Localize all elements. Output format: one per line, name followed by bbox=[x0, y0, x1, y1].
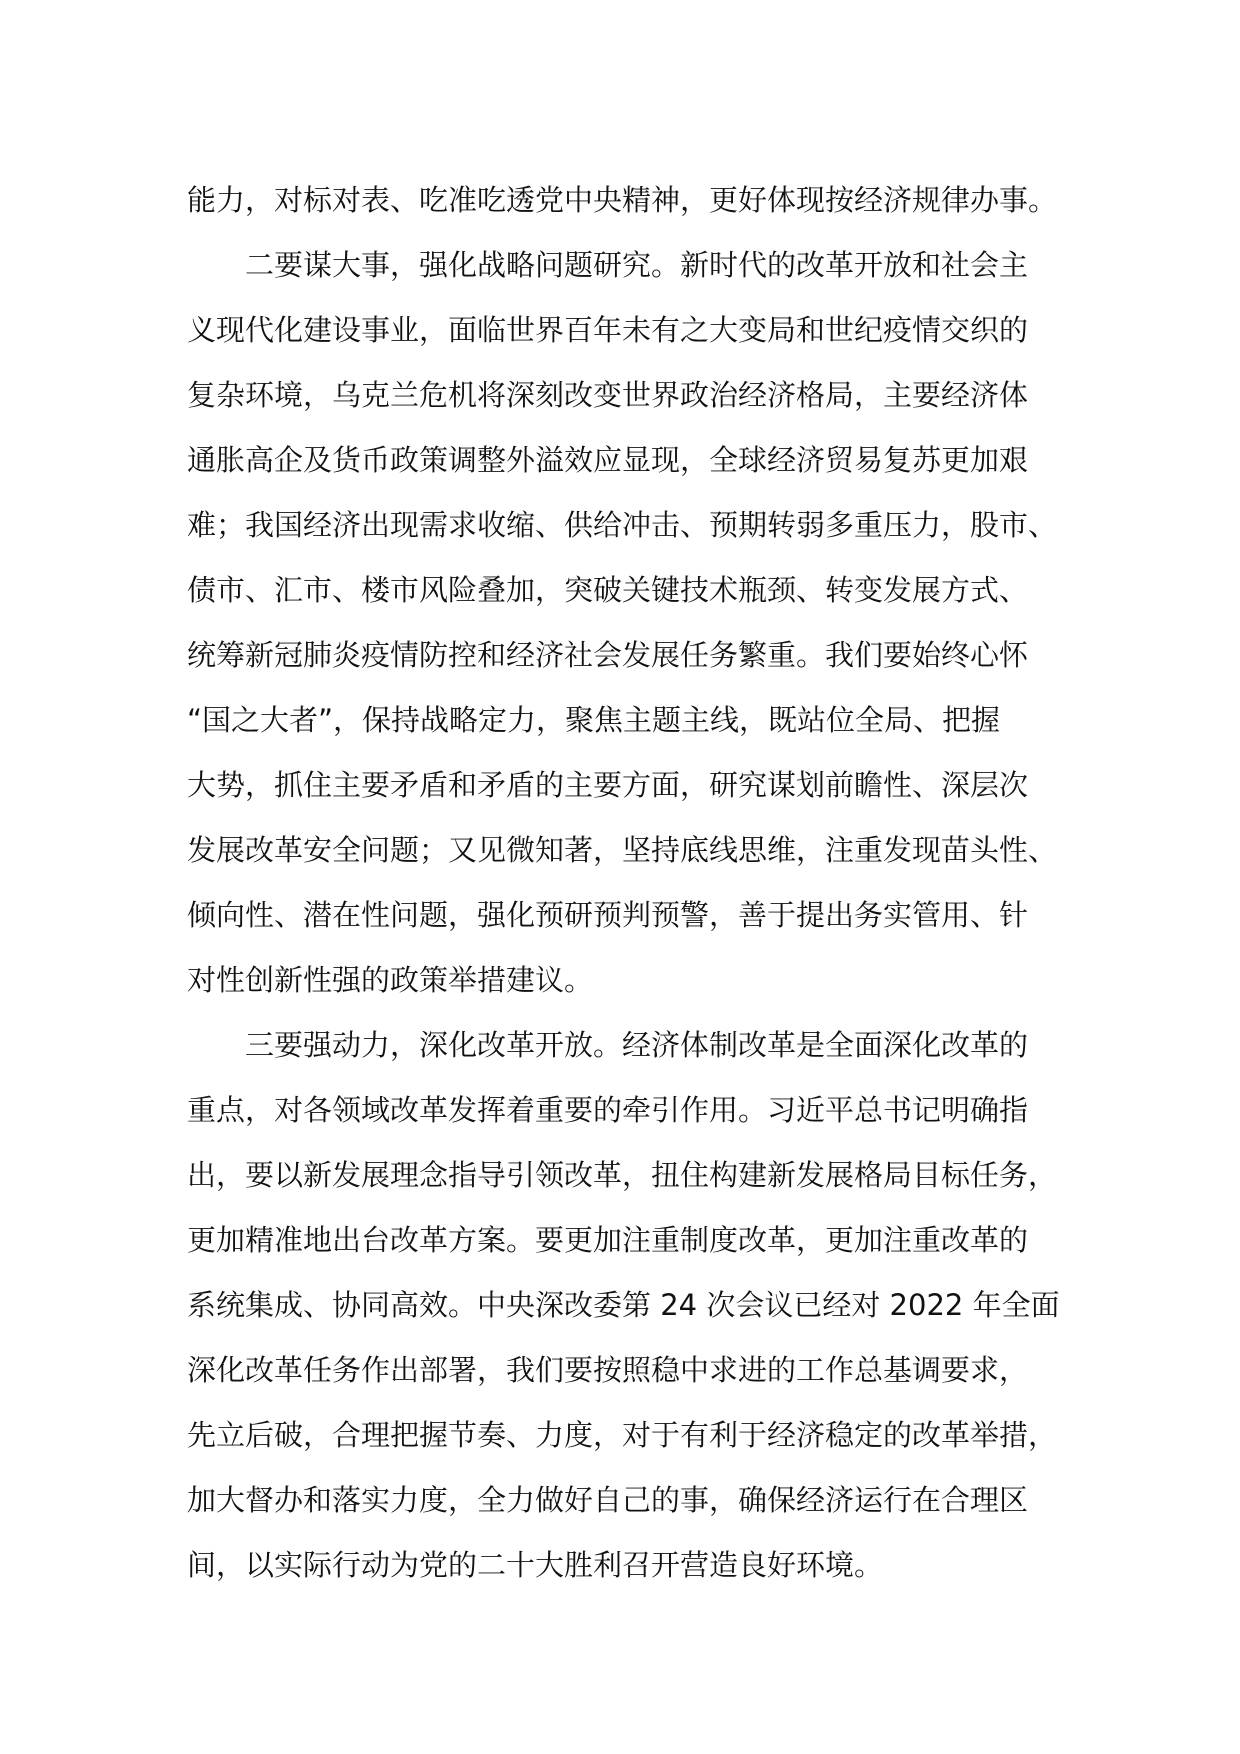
text-line: 间，以实际行动为党的二十大胜利召开营造良好环境。 bbox=[187, 1548, 884, 1582]
text-line: 能力，对标对表、吃准吃透党中央精神，更好体现按经济规律办事。 bbox=[187, 183, 1058, 217]
text-line: 先立后破，合理把握节奏、力度，对于有利于经济稳定的改革举措， bbox=[187, 1418, 1058, 1452]
text-line: 大势，抓住主要矛盾和矛盾的主要方面，研究谋划前瞻性、深层次 bbox=[187, 768, 1029, 802]
text-line: 加大督办和落实力度，全力做好自己的事，确保经济运行在合理区 bbox=[187, 1483, 1029, 1517]
text-line: 对性创新性强的政策举措建议。 bbox=[187, 963, 594, 997]
text-line: 系统集成、协同高效。中央深改委第 24 次会议已经对 2022 年全面 bbox=[187, 1288, 1060, 1322]
text-line: 更加精准地出台改革方案。要更加注重制度改革，更加注重改革的 bbox=[187, 1223, 1029, 1257]
text-line: 重点，对各领域改革发挥着重要的牵引作用。习近平总书记明确指 bbox=[187, 1093, 1029, 1127]
body-text bbox=[187, 168, 1087, 1598]
text-line: 债市、汇市、楼市风险叠加，突破关键技术瓶颈、转变发展方式、 bbox=[187, 573, 1029, 607]
text-line: 统筹新冠肺炎疫情防控和经济社会发展任务繁重。我们要始终心怀 bbox=[187, 638, 1029, 672]
text-line: 出，要以新发展理念指导引领改革，扭住构建新发展格局目标任务， bbox=[187, 1158, 1058, 1192]
paragraph-2-start: 二要谋大事，强化战略问题研究。新时代的改革开放和社会主 bbox=[245, 248, 1029, 282]
text-line: 难；我国经济出现需求收缩、供给冲击、预期转弱多重压力，股市、 bbox=[187, 508, 1058, 542]
text-line: “国之大者”，保持战略定力，聚焦主题主线，既站位全局、把握 bbox=[187, 703, 1001, 737]
text-line: 深化改革任务作出部署，我们要按照稳中求进的工作总基调要求， bbox=[187, 1353, 1029, 1387]
text-line: 复杂环境，乌克兰危机将深刻改变世界政治经济格局，主要经济体 bbox=[187, 378, 1029, 412]
text-line: 倾向性、潜在性问题，强化预研预判预警，善于提出务实管用、针 bbox=[187, 898, 1029, 932]
paragraph-3-start: 三要强动力，深化改革开放。经济体制改革是全面深化改革的 bbox=[245, 1028, 1029, 1062]
text-line: 义现代化建设事业，面临世界百年未有之大变局和世纪疫情交织的 bbox=[187, 313, 1029, 347]
text-line: 通胀高企及货币政策调整外溢效应显现，全球经济贸易复苏更加艰 bbox=[187, 443, 1029, 477]
text-line: 发展改革安全问题；又见微知著，坚持底线思维，注重发现苗头性、 bbox=[187, 833, 1058, 867]
